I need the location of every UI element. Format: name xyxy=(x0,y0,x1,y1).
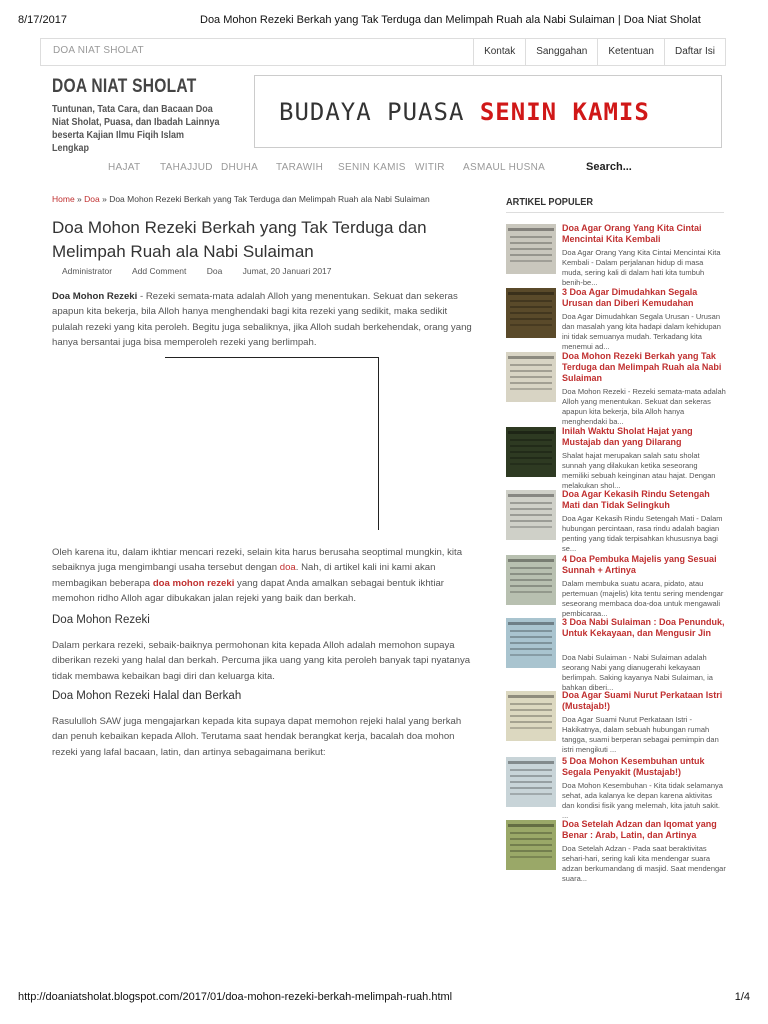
thumb-text-lines xyxy=(510,236,552,238)
post-title: Doa Mohon Rezeki Berkah yang Tak Terduga dan Melimpah Ruah ala Nabi Sulaiman xyxy=(52,218,427,261)
top-link-ketentuan[interactable]: Ketentuan xyxy=(597,39,664,65)
thumb-band xyxy=(508,292,554,295)
popular-post-title[interactable]: Inilah Waktu Sholat Hajat yang Mustajab dan yang Dilarang xyxy=(562,426,693,447)
popular-post[interactable] xyxy=(506,555,726,617)
popular-post-snippet: Doa Agar Suami Nurut Perkataan Istri - Hakikatnya, dalam sebuah hubungan rumah tangga, suami berperan sebagai pemimpin dan istri mengikuti ... xyxy=(562,715,719,754)
popular-post-title[interactable]: 5 Doa Mohon Kesembuhan untuk Segala Penyakit (Mustajab!) xyxy=(562,756,705,777)
add-comment-link[interactable]: Add Comment xyxy=(131,266,187,276)
print-url: http://doaniatsholat.blogspot.com/2017/01/doa-mohon-rezeki-berkah-melimpah-ruah.html xyxy=(18,991,453,1003)
paragraph-text: . Nah, di artikel kali ini kami akan membagikan beberapa xyxy=(52,562,436,589)
search-input[interactable]: Search... xyxy=(586,161,632,173)
popular-post-thumbnail[interactable] xyxy=(506,820,556,870)
thumb-band xyxy=(508,695,554,698)
print-header xyxy=(18,14,750,30)
print-date: 8/17/2017 xyxy=(18,14,67,26)
popular-post-snippet: Doa Agar Dimudahkan Segala Urusan - Urusan dan masalah yang kita hadapi dalam kehidupan ini tidak semuanya mudah. Terkadang kita menemui ad... xyxy=(562,312,721,351)
popular-post[interactable] xyxy=(506,820,726,882)
popular-post-snippet: Doa Agar Orang Yang Kita Cintai Mencintai Kita Kembali - Dalam perjalanan hidup di masa muda, sering kali di dalam hati kita tumbuh benih-be... xyxy=(562,248,721,287)
thumb-text-lines xyxy=(510,630,552,632)
nav-item-tahajjud[interactable]: TAHAJJUD xyxy=(160,162,213,173)
thumb-band xyxy=(508,824,554,827)
popular-post[interactable] xyxy=(506,490,726,552)
paragraph-3: Dalam perkara rezeki, sebaik-baiknya permohonan kita kepada Alloh adalah memohon supaya diberikan rezeki yang halal dan berkah. Percuma jika uang yang kita peroleh banyak tapi nyatanya tidak membawa kebaikan bagi diri dan keluarga kita. xyxy=(52,640,471,682)
banner-text-part1: BUDAYA PUASA xyxy=(279,98,480,126)
sidebar-title: ARTIKEL POPULER xyxy=(506,196,594,208)
top-link-daftar-isi[interactable]: Daftar Isi xyxy=(664,39,725,65)
thumb-band xyxy=(508,431,554,434)
popular-post-title[interactable]: Doa Setelah Adzan dan Iqomat yang Benar : Arab, Latin, dan Artinya xyxy=(562,819,717,840)
thumb-text-lines xyxy=(510,567,552,569)
popular-post[interactable] xyxy=(506,427,726,489)
popular-post[interactable] xyxy=(506,691,726,753)
thumb-band xyxy=(508,622,554,625)
breadcrumb-current: Doa Mohon Rezeki Berkah yang Tak Terduga dan Melimpah Ruah ala Nabi Sulaiman xyxy=(109,194,430,204)
nav-item-hajat[interactable]: HAJAT xyxy=(108,162,141,173)
popular-post[interactable] xyxy=(506,288,726,350)
section-heading-halal-berkah: Doa Mohon Rezeki Halal dan Berkah xyxy=(52,690,242,702)
popular-post-thumbnail[interactable] xyxy=(506,490,556,540)
breadcrumb-category[interactable]: Doa xyxy=(84,194,100,204)
popular-post-title[interactable]: Doa Agar Orang Yang Kita Cintai Mencintai Kita Kembali xyxy=(562,223,702,244)
popular-post-title[interactable]: Doa Mohon Rezeki Berkah yang Tak Terduga dan Melimpah Ruah ala Nabi Sulaiman xyxy=(562,351,722,383)
popular-post-snippet: Doa Nabi Sulaiman - Nabi Sulaiman adalah seorang Nabi yang dianugerahi kekayaan berlimpah. Saking kayanya Nabi Sulaiman, ia bahkan diberi... xyxy=(562,653,713,692)
intro-text: - Rezeki semata-mata adalah Alloh yang menentukan. Sekuat dan sekeras apapun kita bekerja, bila Alloh hanya menghendaki bagi kita rezeki yang sedikit, maka sedikit pulalah rezeki yang kita peroleh. Begitu juga sebaliknya, jika Alloh sudah berkehendak, orang yang hanya bersantai juga bisa memperoleh rezeki yang berlimpah. xyxy=(52,291,472,349)
doa-mohon-rezeki-link[interactable]: doa mohon rezeki xyxy=(152,577,235,589)
post-label[interactable]: Doa xyxy=(206,266,223,276)
popular-post-thumbnail[interactable] xyxy=(506,555,556,605)
popular-post[interactable] xyxy=(506,617,726,692)
nav-item-senin-kamis[interactable]: SENIN KAMIS xyxy=(338,162,406,173)
intro-paragraph xyxy=(52,289,478,351)
popular-post-title[interactable]: 3 Doa Nabi Sulaiman : Doa Penunduk, Untuk Kekayaan, dan Mengusir Jin xyxy=(562,617,725,638)
popular-post[interactable] xyxy=(506,352,726,424)
popular-post-snippet: Doa Agar Kekasih Rindu Setengah Mati - Dalam hubungan percintaan, rasa rindu adalah bagian penting yang tidak terpisahkan khususnya bagi se... xyxy=(562,514,723,553)
thumb-band xyxy=(508,559,554,562)
popular-post-title[interactable]: 4 Doa Pembuka Majelis yang Sesuai Sunnah + Artinya xyxy=(562,554,717,575)
popular-post-title[interactable]: Doa Agar Suami Nurut Perkataan Istri (Mustajab!) xyxy=(562,690,723,711)
popular-post-snippet: Doa Mohon Kesembuhan - Kita tidak selamanya sehat, ada kalanya ke depan karena aktivitas dan kondisi fisik yang melemah, kita jatuh sakit. ... xyxy=(562,781,723,820)
thumb-text-lines xyxy=(510,502,552,504)
popular-post-title[interactable]: 3 Doa Agar Dimudahkan Segala Urusan dan Diberi Kemudahan xyxy=(562,287,698,308)
intro-bold-text: Doa Mohon Rezeki xyxy=(52,291,138,302)
print-page-title: Doa Mohon Rezeki Berkah yang Tak Terduga dan Melimpah Ruah ala Nabi Sulaiman | Doa Niat Sholat xyxy=(200,14,701,26)
thumb-band xyxy=(508,761,554,764)
embedded-content-frame xyxy=(165,357,379,530)
nav-item-dhuha[interactable]: DHUHA xyxy=(221,162,259,173)
popular-post-thumbnail[interactable] xyxy=(506,691,556,741)
popular-post-thumbnail[interactable] xyxy=(506,288,556,338)
top-link-kontak[interactable]: Kontak xyxy=(473,39,525,65)
top-links xyxy=(473,39,725,65)
paragraph-text: Oleh karena itu, dalam ikhtiar mencari rezeki, selain kita harus berusaha seoptimal mungkin, kita sebaiknya juga mengimbangi usaha tersebut dengan xyxy=(52,547,463,574)
thumb-text-lines xyxy=(510,439,552,441)
thumb-text-lines xyxy=(510,364,552,366)
thumb-text-lines xyxy=(510,300,552,302)
breadcrumb-separator: » xyxy=(74,194,85,204)
paragraph-text: yang dapat Anda amalkan sebagai bentuk ikhtiar memohon ridho Alloh agar dibukakan jalan rejeki yang baik dan berkah. xyxy=(52,577,444,605)
popular-post-thumbnail[interactable] xyxy=(506,427,556,477)
site-description: Tuntunan, Tata Cara, dan Bacaan Doa Niat Sholat, Puasa, dan Ibadah Lainnya beserta Kajian Ilmu Fiqih Islam Lengkap xyxy=(52,104,220,154)
paragraph-4: Rasululloh SAW juga mengajarkan kepada kita supaya dapat memohon rejeki halal yang berkah dan penuh kebaikan kepada Alloh. Terutama saat hendak berangkat kerja, bacalah doa mohon rezeki yang lafal bacaan, latin, dan artinya sebagaimana berikut: xyxy=(52,716,462,758)
thumb-band xyxy=(508,228,554,231)
popular-post-thumbnail[interactable] xyxy=(506,352,556,402)
paragraph-2 xyxy=(52,545,478,607)
popular-post[interactable] xyxy=(506,757,726,819)
post-date: Jumat, 20 Januari 2017 xyxy=(242,266,332,276)
breadcrumb-separator: » xyxy=(99,194,110,204)
popular-post-thumbnail[interactable] xyxy=(506,618,556,668)
breadcrumb xyxy=(52,194,430,204)
main-nav xyxy=(40,156,724,182)
popular-post-snippet: Shalat hajat merupakan salah satu sholat sunnah yang dilakukan ketika seseorang memiliki sebuah keinginan atau hajat. Dengan melakukan shol... xyxy=(562,451,716,490)
thumb-text-lines xyxy=(510,703,552,705)
top-link-sanggahan[interactable]: Sanggahan xyxy=(525,39,597,65)
popular-post-snippet: Dalam membuka suatu acara, pidato, atau pertemuan (majelis) kita tentu sering mendengar seseorang membaca doa-doa untuk mengawali pembicaraa... xyxy=(562,579,724,618)
site-logo-title[interactable]: DOA NIAT SHOLAT xyxy=(52,76,197,97)
nav-item-tarawih[interactable]: TARAWIH xyxy=(276,162,324,173)
breadcrumb-home[interactable]: Home xyxy=(52,194,75,204)
banner-ad[interactable] xyxy=(254,75,722,148)
top-bar-site-name[interactable]: DOA NIAT SHOLAT xyxy=(53,45,144,56)
post-author[interactable]: Administrator xyxy=(62,266,113,276)
nav-item-witir[interactable]: WITIR xyxy=(415,162,445,173)
popular-post-thumbnail[interactable] xyxy=(506,224,556,274)
popular-post-thumbnail[interactable] xyxy=(506,757,556,807)
thumb-band xyxy=(508,356,554,359)
popular-post-title[interactable]: Doa Agar Kekasih Rindu Setengah Mati dan Tidak Selingkuh xyxy=(562,489,710,510)
thumb-text-lines xyxy=(510,769,552,771)
popular-post-snippet: Doa Setelah Adzan - Pada saat beraktivitas sehari-hari, sering kali kita mendengar suara adzan berkumandang di masjid. Saat mendengar suara... xyxy=(562,844,726,883)
top-bar xyxy=(40,38,726,66)
banner-text-part2: SENIN KAMIS xyxy=(479,98,650,126)
banner-text xyxy=(279,98,650,126)
doa-link[interactable]: doa xyxy=(279,562,296,574)
nav-item-asmaul-husna[interactable]: ASMAUL HUSNA xyxy=(463,162,546,173)
popular-post-snippet: Doa Mohon Rezeki - Rezeki semata-mata adalah Alloh yang menentukan. Sekuat dan sekeras apapun kita bekerja, bila Alloh hanya menghendaki ba... xyxy=(562,387,726,426)
section-heading-doa-mohon-rezeki: Doa Mohon Rezeki xyxy=(52,614,150,626)
thumb-band xyxy=(508,494,554,497)
post-meta xyxy=(62,266,350,276)
print-page-number: 1/4 xyxy=(734,991,750,1003)
sidebar-divider xyxy=(506,212,724,213)
popular-post[interactable] xyxy=(506,224,726,286)
thumb-text-lines xyxy=(510,832,552,834)
